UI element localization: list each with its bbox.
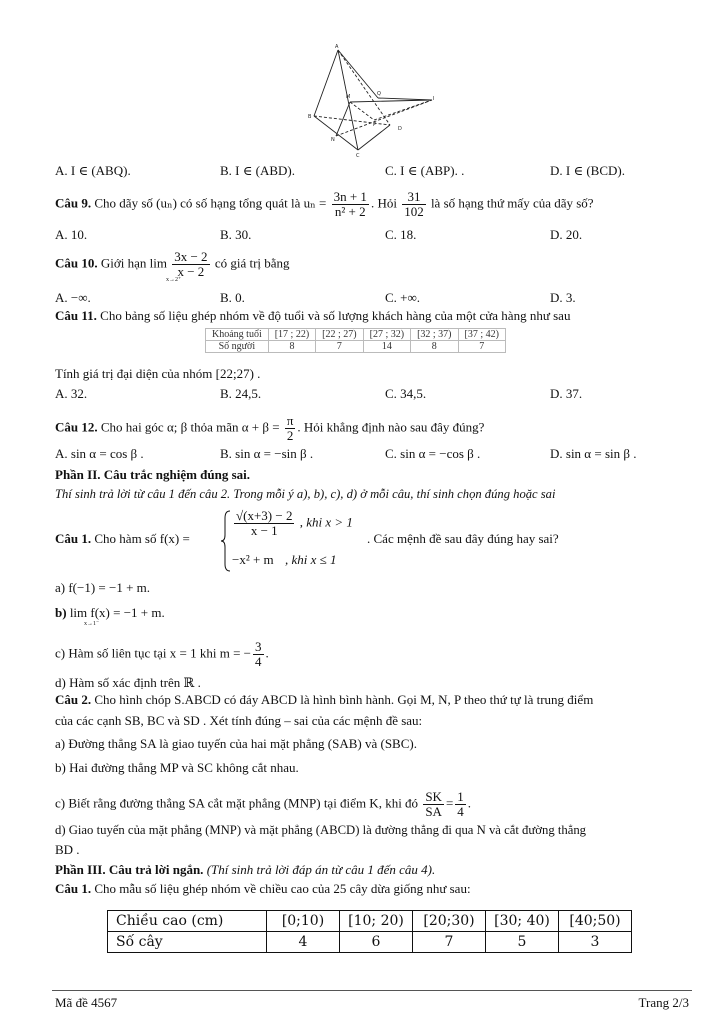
q9-frac1-den: n² + 2 <box>334 204 366 219</box>
q11-option-c: C. 34,5. <box>385 386 427 401</box>
q12-option-b: B. sin α = −sin β . <box>220 446 314 461</box>
fig-label-m: M <box>346 94 351 100</box>
p3-td-5: 3 <box>559 932 632 953</box>
q11-label: Câu 11. <box>55 308 97 323</box>
q11-th-2: [22 ; 27) <box>316 329 363 341</box>
q11-td-2: 7 <box>316 341 363 353</box>
p3-th-4: [30; 40) <box>486 911 559 932</box>
p2-c1-b-label: b) <box>55 605 67 620</box>
p2-c1-c-after: . <box>265 645 269 661</box>
part2-instruction: Thí sinh trả lời từ câu 1 đến câu 2. Trong mỗi ý a), b), c), d) ở mỗi câu, thí sinh chọn đúng hoặc sai <box>55 487 556 501</box>
p2-c1-case2-expr: −x² + m <box>232 552 274 567</box>
p2-c1-c-num: 3 <box>255 639 262 654</box>
q12-label: Câu 12. <box>55 419 98 435</box>
p2-c2-c-before: c) Biết rằng đường thẳng SA cắt mặt phẳng (MNP) tại điểm K, khi đó <box>55 795 419 811</box>
q11-th-1: [17 ; 22) <box>268 329 315 341</box>
p2-c2-c-frac1-num: SK <box>425 789 442 804</box>
fig-label-p: P <box>373 122 377 128</box>
p2-c2-statement-d-line2: BD . <box>55 842 80 857</box>
p2-c1-text-after: . Các mệnh đề sau đây đúng hay sai? <box>367 531 559 546</box>
p2-c1-b-lim: lim f(x) = −1 + m. <box>69 605 165 620</box>
p2-c1-b-subscript: x→1⁻ <box>84 621 100 627</box>
q12-text-after: . Hỏi khẳng định nào sau đây đúng? <box>297 419 485 435</box>
q10-fraction <box>172 250 209 279</box>
q11-th-4: [32 ; 37) <box>411 329 458 341</box>
p2-c1-case2 <box>232 552 336 568</box>
question-9 <box>55 190 594 219</box>
q9-text-mid: . Hỏi <box>370 195 397 211</box>
q11-th-5: [37 ; 42) <box>458 329 505 341</box>
p2-c2-label: Câu 2. <box>55 692 92 707</box>
q12-option-c: C. sin α = −cos β . <box>385 446 481 461</box>
q9-option-b: B. 30. <box>220 227 252 242</box>
q9-label: Câu 9. <box>55 195 92 211</box>
fig-label-i: I <box>433 96 435 102</box>
fig-label-b: B <box>308 114 312 120</box>
q9-option-a: A. 10. <box>55 227 88 242</box>
p3-c1-label: Câu 1. <box>55 881 92 896</box>
q11-option-b: B. 24,5. <box>220 386 262 401</box>
p2-c1-text-before: Cho hàm số f(x) = <box>94 531 190 546</box>
p3-td-1: 4 <box>267 932 340 953</box>
fig-label-d: D <box>398 126 402 132</box>
p3-table-value-row <box>108 932 632 953</box>
p2-c1-brace <box>221 510 231 572</box>
footer-exam-code: Mã đề 4567 <box>55 995 118 1010</box>
q8-option-c: C. I ∈ (ABP). . <box>385 163 465 178</box>
p2-c1-label: Câu 1. <box>55 531 92 546</box>
q11-th-0: Khoảng tuổi <box>206 329 269 341</box>
q9-frac2-den: 102 <box>404 204 424 219</box>
p2-c1-c-den: 4 <box>255 654 262 669</box>
p2-c2-text1: Cho hình chóp S.ABCD có đáy ABCD là hình bình hành. Gọi M, N, P theo thứ tự là trung điểm <box>94 692 594 707</box>
fig-label-q: Q <box>377 91 381 97</box>
q10-option-a: A. −∞. <box>55 290 91 305</box>
part3-heading <box>55 862 435 878</box>
p2-c2-c-frac2-num: 1 <box>457 789 464 804</box>
p2-c2-c-frac1-den: SA <box>425 804 442 819</box>
p3-th-0: Chiều cao (cm) <box>108 911 267 932</box>
q11-table-header-row <box>206 329 506 341</box>
p2-c1-case1 <box>232 509 353 538</box>
p3-th-1: [0;10) <box>267 911 340 932</box>
q10-frac-den: x − 2 <box>177 264 205 279</box>
q12-option-a: A. sin α = cos β . <box>55 446 144 461</box>
p3-c1-height-table <box>107 910 632 953</box>
pyramid-figure <box>300 40 450 160</box>
p2-c2-c-eq: = <box>445 795 454 811</box>
p2-c1-statement-a: a) f(−1) = −1 + m. <box>55 580 151 595</box>
q11-option-d: D. 37. <box>550 386 583 401</box>
q11-followup: Tính giá trị đại diện của nhóm [22;27) . <box>55 366 261 381</box>
q12-option-d: D. sin α = sin β . <box>550 446 637 461</box>
p3-table-header-row <box>108 911 632 932</box>
p2-c2-c-frac2-den: 4 <box>457 804 464 819</box>
p2-c1-case1-frac <box>234 509 294 538</box>
q11-td-5: 7 <box>458 341 505 353</box>
p2-c2-statement-b: b) Hai đường thẳng MP và SC không cắt nhau. <box>55 760 299 775</box>
q11-th-3: [27 ; 32) <box>363 329 410 341</box>
q10-text-after: có giá trị bằng <box>214 255 290 271</box>
q11-td-0: Số người <box>206 341 269 353</box>
q11-td-4: 8 <box>411 341 458 353</box>
q8-option-b: B. I ∈ (ABD). <box>220 163 295 178</box>
q11-table-wrap <box>205 328 506 353</box>
q11-table-value-row <box>206 341 506 353</box>
q11-text: Cho bảng số liệu ghép nhóm về độ tuổi và số lượng khách hàng của một cửa hàng như sau <box>100 308 571 323</box>
q10-label: Câu 10. <box>55 255 98 271</box>
p2-c2-c-frac2 <box>455 790 466 819</box>
p3-th-3: [20;30) <box>413 911 486 932</box>
q10-option-c: C. +∞. <box>385 290 421 305</box>
p2-c1-statement-b <box>55 605 165 621</box>
q9-option-d: D. 20. <box>550 227 583 242</box>
question-10 <box>55 250 290 279</box>
p2-c2-statement-d-line1: d) Giao tuyến của mặt phẳng (MNP) và mặt phẳng (ABCD) là đường thẳng đi qua N và cắt đường thẳng <box>55 823 587 837</box>
p2-c1-c-before: c) Hàm số liên tục tại x = 1 khi m = − <box>55 645 252 661</box>
part3-instruction: (Thí sinh trả lời đáp án từ câu 1 đến câu 4). <box>206 862 436 877</box>
q9-fraction-value <box>402 190 426 219</box>
p2-c2-statement-c <box>55 790 471 819</box>
q9-option-c: C. 18. <box>385 227 417 242</box>
q12-fraction <box>285 414 296 443</box>
p2-c2-c-frac1 <box>423 790 444 819</box>
p2-c1-statement-d: d) Hàm số xác định trên ℝ . <box>55 675 201 690</box>
p2-c1-case2-cond: , khi x ≤ 1 <box>284 552 337 567</box>
q9-text-before: Cho dãy số (uₙ) có số hạng tổng quát là uₙ = <box>94 195 327 211</box>
q8-option-a: A. I ∈ (ABQ). <box>55 163 131 178</box>
p3-th-5: [40;50) <box>559 911 632 932</box>
p2-c1-case1-den: x − 1 <box>250 523 278 538</box>
q11-option-a: A. 32. <box>55 386 88 401</box>
question-12 <box>55 414 484 443</box>
q10-limit-subscript: x→2⁺ <box>166 277 182 283</box>
p3-c1-text: Cho mẫu số liệu ghép nhóm về chiều cao của 25 cây dừa giống như sau: <box>94 881 471 896</box>
footer-divider <box>52 990 692 991</box>
q11-td-3: 14 <box>363 341 410 353</box>
q10-text-before: Giới hạn lim <box>100 255 167 271</box>
q9-fraction-un <box>332 190 369 219</box>
p2-c2-c-after: . <box>467 795 472 811</box>
p2-c2-line1 <box>55 692 593 708</box>
p2-c1-intro <box>55 531 190 547</box>
q9-text-after: là số hạng thứ mấy của dãy số? <box>430 195 594 211</box>
p3-td-0: Số cây <box>108 932 267 953</box>
part2-title: Phần II. Câu trắc nghiệm đúng sai. <box>55 467 251 482</box>
q8-option-d: D. I ∈ (BCD). <box>550 163 625 178</box>
question-11 <box>55 308 570 324</box>
footer-page-number: Trang 2/3 <box>638 995 689 1010</box>
p2-c1-statement-c <box>55 640 269 669</box>
fig-label-c: C <box>356 153 360 159</box>
q9-frac1-num: 3n + 1 <box>333 189 367 204</box>
fig-label-a: A <box>335 44 339 50</box>
q10-option-d: D. 3. <box>550 290 576 305</box>
p3-th-2: [10; 20) <box>340 911 413 932</box>
part3-title: Phần III. Câu trả lời ngắn. <box>55 862 204 877</box>
p3-td-4: 5 <box>486 932 559 953</box>
p3-td-3: 7 <box>413 932 486 953</box>
p3-c1-intro <box>55 881 471 897</box>
q12-text-before: Cho hai góc α; β thỏa mãn α + β = <box>100 419 280 435</box>
q12-frac-den: 2 <box>286 428 294 443</box>
q12-frac-num: π <box>286 413 294 428</box>
p2-c1-case1-num: √(x+3) − 2 <box>236 508 293 523</box>
q10-frac-num: 3x − 2 <box>174 249 208 264</box>
p2-c2-line2: của các cạnh SB, BC và SD . Xét tính đúng – sai của các mệnh đề sau: <box>55 713 423 728</box>
fig-label-n: N <box>331 137 335 143</box>
p2-c1-case1-cond: , khi x > 1 <box>299 514 353 530</box>
q9-frac2-num: 31 <box>402 190 426 205</box>
p2-c2-statement-a: a) Đường thẳng SA là giao tuyến của hai mặt phẳng (SAB) và (SBC). <box>55 736 417 751</box>
p2-c1-c-frac <box>253 640 264 669</box>
q11-age-table <box>205 328 506 353</box>
p3-c1-table-wrap <box>107 910 632 953</box>
p3-td-2: 6 <box>340 932 413 953</box>
q10-option-b: B. 0. <box>220 290 245 305</box>
q11-td-1: 8 <box>268 341 315 353</box>
